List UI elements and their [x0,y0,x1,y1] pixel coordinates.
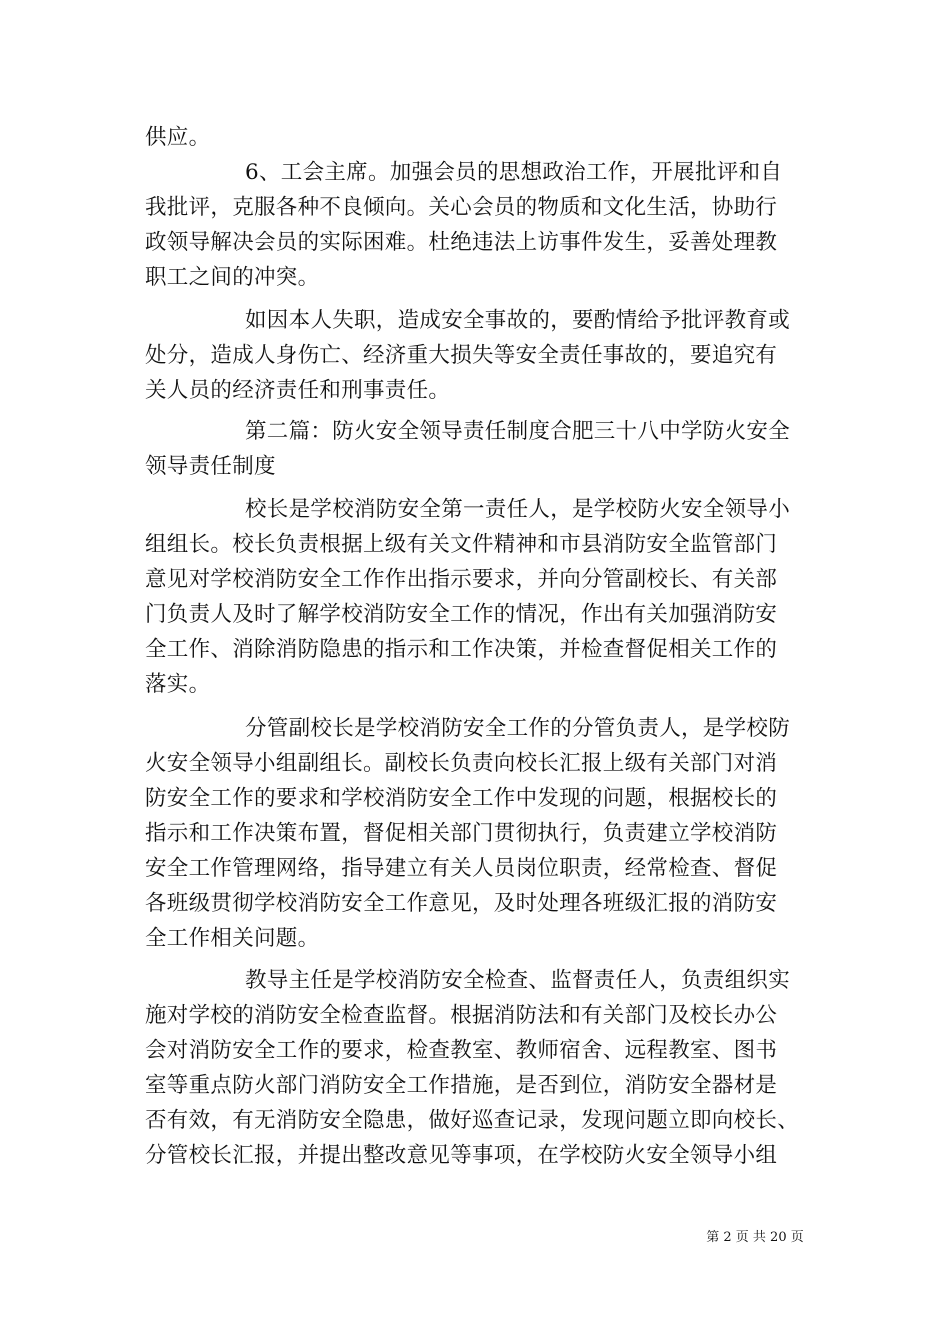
text-line: 指示和工作决策布置，督促相关部门贯彻执行，负责建立学校消防 [145,821,778,846]
text-line: 门负责人及时了解学校消防安全工作的情况，作出有关加强消防安 [145,602,778,627]
text-line: 各班级贯彻学校消防安全工作意见，及时处理各班级汇报的消防安 [145,891,778,916]
text-line: 意见对学校消防安全工作作出指示要求，并向分管副校长、有关部 [145,567,778,592]
paragraph-first-line: 教导主任是学校消防安全检查、监督责任人，负责组织实 [245,968,791,993]
text-line: 组组长。校长负责根据上级有关文件精神和市县消防安全监管部门 [145,532,778,557]
text-line: 火安全领导小组副组长。副校长负责向校长汇报上级有关部门对消 [145,751,778,776]
text-line: 供应。 [145,125,211,150]
text-line: 室等重点防火部门消防安全工作措施，是否到位，消防安全器材是 [145,1073,778,1098]
text-line: 职工之间的冲突。 [145,265,320,290]
text-line: 施对学校的消防安全检查监督。根据消防法和有关部门及校长办公 [145,1003,778,1028]
page-number-footer: 第 2 页 共 20 页 [706,1230,804,1245]
text-line: 全工作、消除消防隐患的指示和工作决策，并检查督促相关工作的 [145,637,778,662]
section-heading-cont: 领导责任制度 [145,454,276,479]
text-line: 会对消防安全工作的要求，检查教室、教师宿舍、远程教室、图书 [145,1038,778,1063]
paragraph-first-line: 分管副校长是学校消防安全工作的分管负责人，是学校防 [245,716,791,741]
paragraph-first-line: 校长是学校消防安全第一责任人，是学校防火安全领导小 [245,497,791,522]
text-line: 我批评，克服各种不良倾向。关心会员的物质和文化生活，协助行 [145,195,778,220]
text-line: 政领导解决会员的实际困难。杜绝违法上访事件发生，妥善处理教 [145,230,778,255]
paragraph-first-line: 如因本人失职，造成安全事故的，要酌情给予批评教育或 [245,308,791,333]
paragraph-first-line: 6、工会主席。加强会员的思想政治工作，开展批评和自 [245,160,783,185]
text-line: 处分，造成人身伤亡、经济重大损失等安全责任事故的，要追究有 [145,343,778,368]
text-line: 否有效，有无消防安全隐患，做好巡查记录，发现问题立即向校长、 [145,1108,800,1133]
text-line: 防安全工作的要求和学校消防安全工作中发现的问题，根据校长的 [145,786,778,811]
text-line: 全工作相关问题。 [145,926,320,951]
text-line: 落实。 [145,672,211,697]
text-line: 分管校长汇报，并提出整改意见等事项，在学校防火安全领导小组 [145,1143,778,1168]
text-line: 安全工作管理网络，指导建立有关人员岗位职责，经常检查、督促 [145,856,778,881]
text-line: 关人员的经济责任和刑事责任。 [145,378,451,403]
section-heading: 第二篇：防火安全领导责任制度合肥三十八中学防火安全 [245,419,791,444]
